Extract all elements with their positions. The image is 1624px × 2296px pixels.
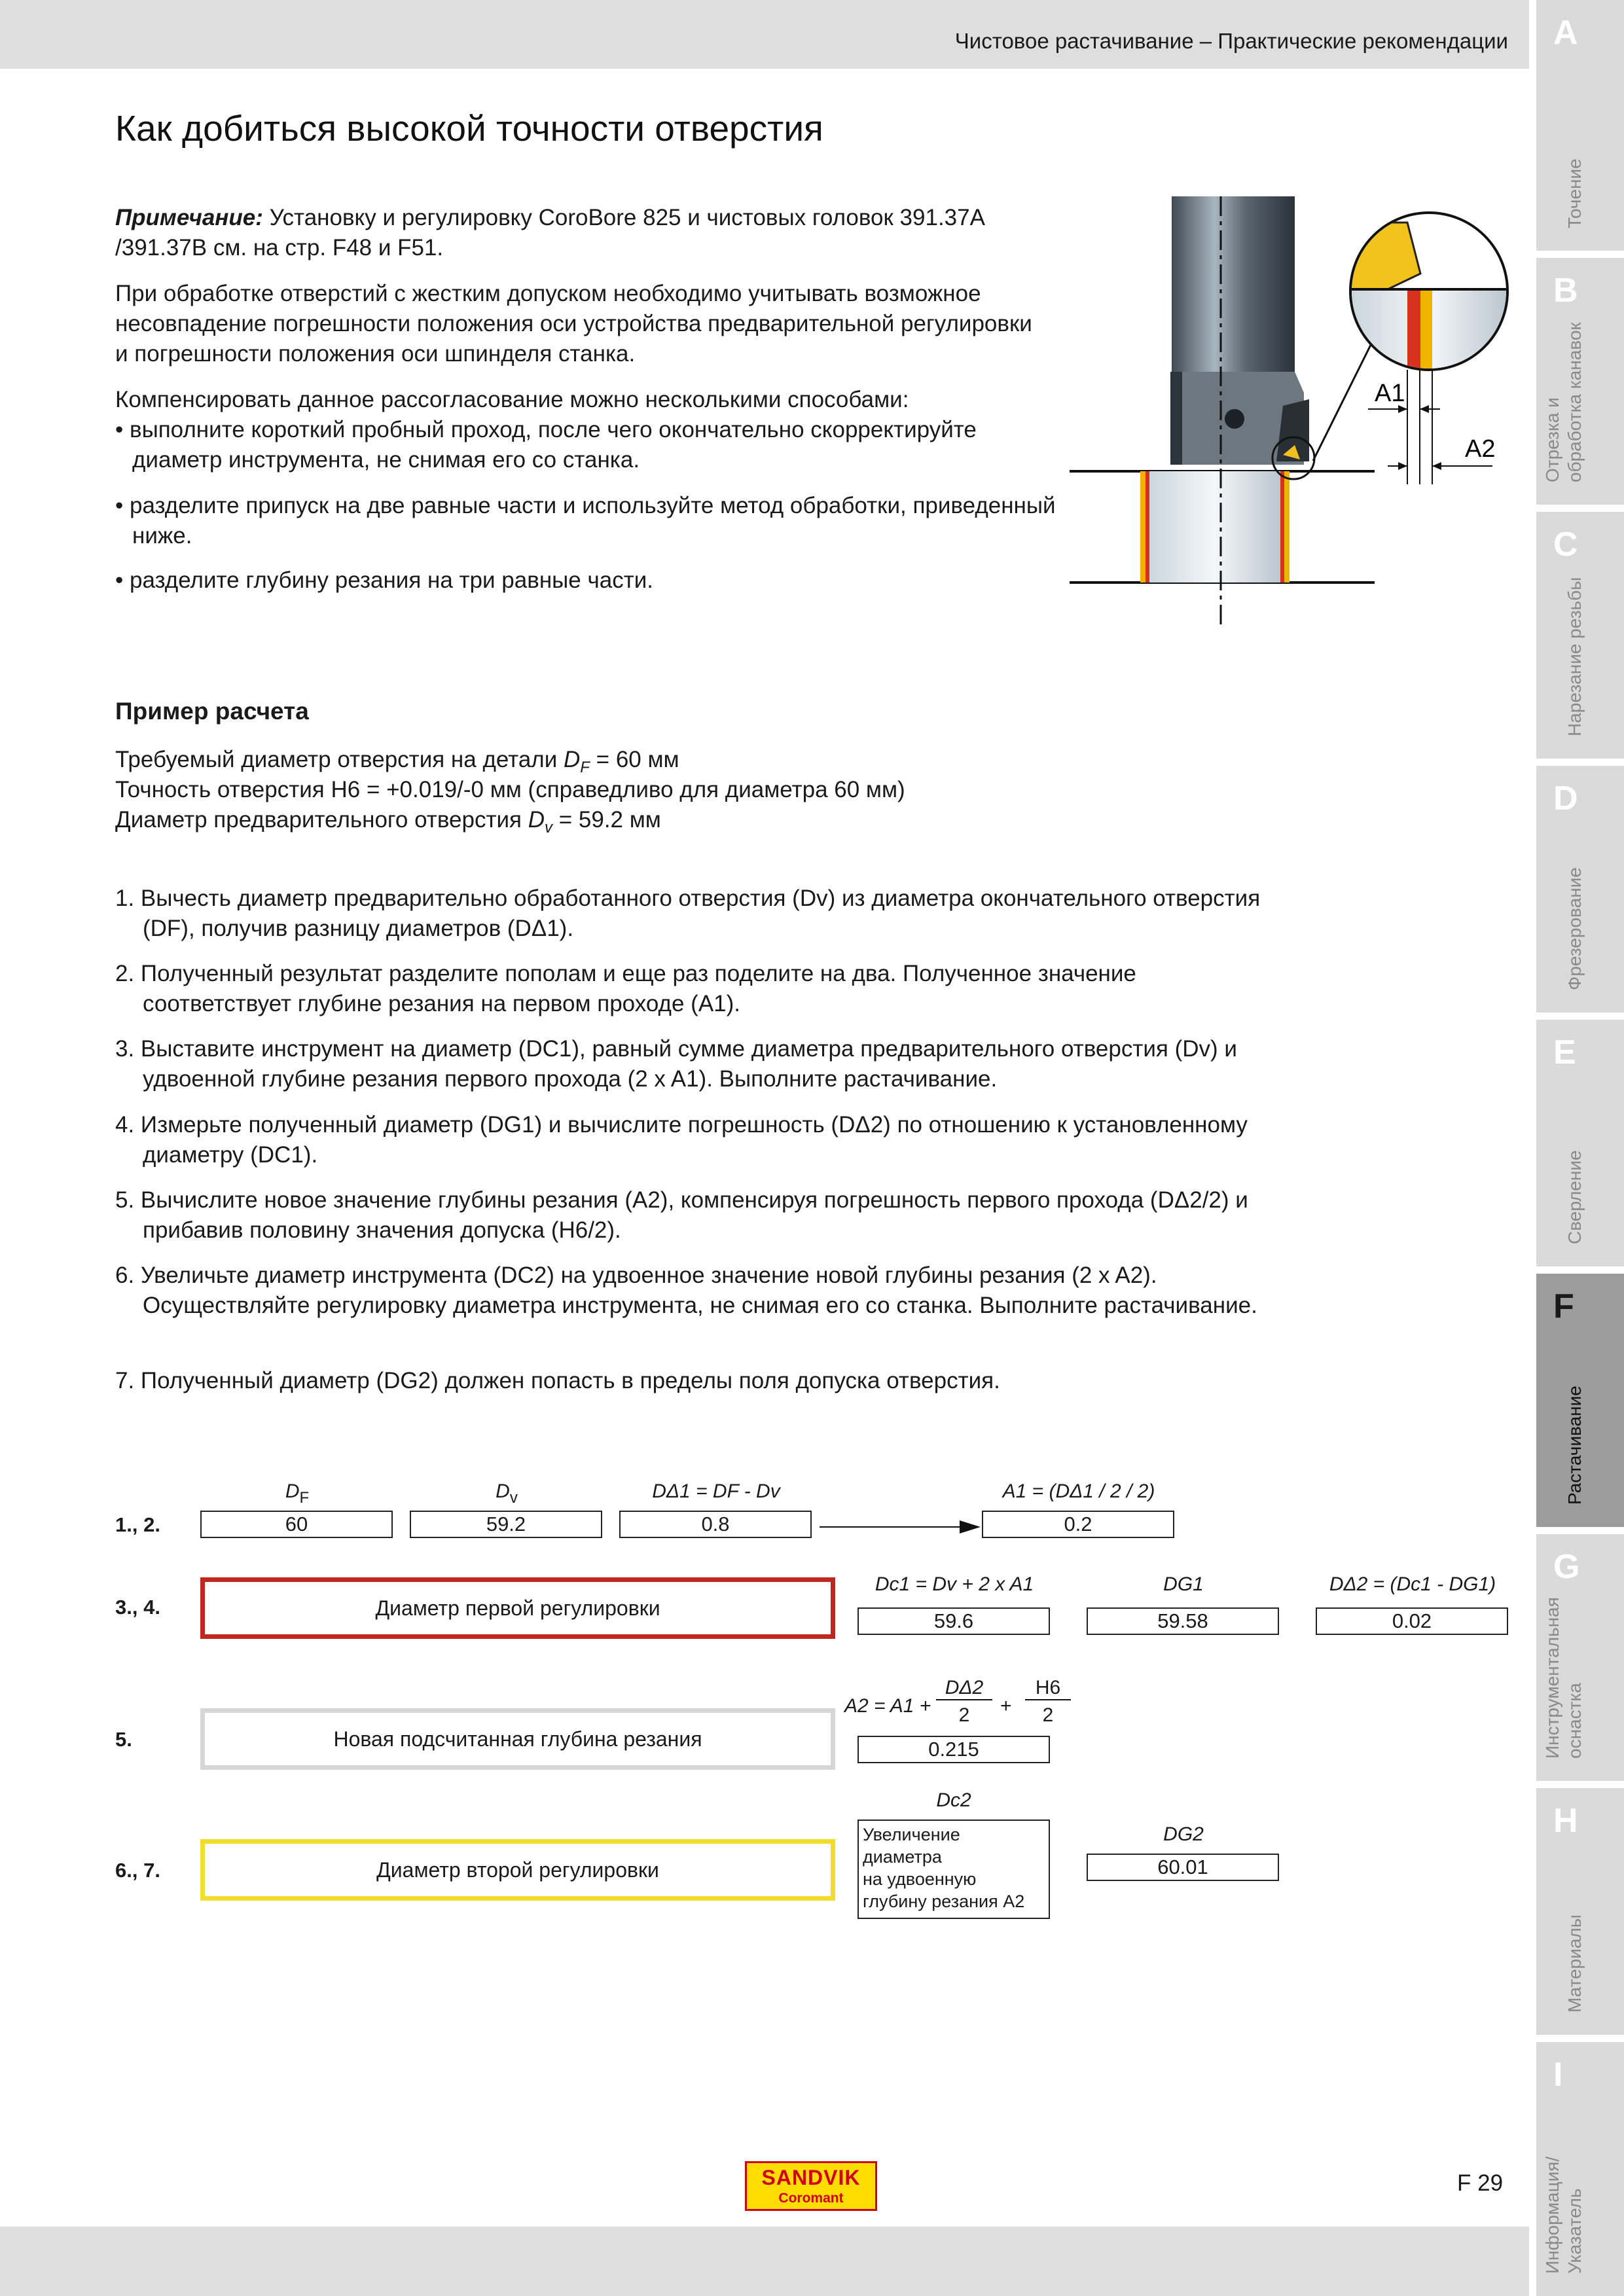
calc-line [115, 805, 1293, 843]
tab-e[interactable] [1536, 1020, 1624, 1266]
tab-label: Растачивание [1564, 1386, 1585, 1505]
row-label: 5. [115, 1728, 132, 1751]
fraction-denominator: 2 [958, 1704, 970, 1726]
second-setting-box: Диаметр второй регулировки [200, 1839, 835, 1901]
value-a1: 0.2 [982, 1511, 1174, 1538]
formula-a2: A2 = A1 + [844, 1695, 931, 1717]
first-setting-box: Диаметр первой регулировки [200, 1577, 835, 1639]
plus-sign: + [1000, 1695, 1012, 1717]
footer-bar [0, 2227, 1529, 2296]
tab-label: Нарезание резьбы [1564, 577, 1585, 736]
tab-letter: H [1553, 1802, 1578, 1840]
note-text: Установку и регулировку CoroBore 825 и чистовых головок 391.37A /391.37B см. на стр. F48 и F51. [115, 205, 984, 260]
tab-f[interactable] [1536, 1274, 1624, 1527]
tab-label: Информация/ Указатель [1542, 2156, 1585, 2274]
calc-heading: Пример расчета [115, 698, 309, 725]
dc2-description-box: Увеличение диаметра на удвоенную глубину резания A2 [857, 1820, 1050, 1919]
step-item: 7. Полученный диаметр (DG2) должен попасть в пределы поля допуска отверстия. [115, 1368, 1000, 1393]
col-label-dv: $D_v$ [496, 1480, 518, 1507]
calc-text: = 60 мм [589, 747, 679, 772]
col-label-dg1: DG1 [1163, 1573, 1204, 1595]
logo-text: SANDVIK [761, 2166, 861, 2189]
paragraph: Компенсировать данное рассогласование можно несколькими способами: [115, 387, 909, 412]
label-a2: A2 [1465, 435, 1496, 463]
note-paragraph [115, 203, 1051, 263]
col-label-df: $D_F$ [285, 1480, 310, 1507]
col-label-dg2: DG2 [1163, 1823, 1204, 1845]
value-df: 60 [200, 1511, 393, 1538]
step-item: 3. Выставите инструмент на диаметр (DC1), равный сумме диаметра предварительного отверстия (Dv) и удвоенной глубине резания первого прохода (2 x A1). Выполните растачивание. [115, 1036, 1237, 1092]
calc-text: Диаметр предварительного отверстия [115, 807, 528, 833]
step-item: 1. Вычесть диаметр предварительно обработанного отверстия (Dv) из диаметра окончательного отверстия (DF), получив разницу диаметров (DΔ1). [115, 886, 1261, 941]
tab-letter: E [1553, 1033, 1576, 1071]
value-dv: 59.2 [410, 1511, 602, 1538]
calc-text: = 59.2 мм [552, 807, 661, 833]
tab-letter: F [1553, 1287, 1574, 1325]
col-label-dc1: Dc1 = Dv + 2 x A1 [875, 1573, 1034, 1595]
note-label: Примечание: [115, 205, 263, 230]
col-label-dd1: DΔ1 = DF - Dv [652, 1480, 780, 1502]
tab-letter: G [1553, 1548, 1580, 1586]
col-label-a1: A1 = (DΔ1 / 2 / 2) [1002, 1480, 1155, 1502]
boring-tool-figure [1060, 196, 1519, 628]
tab-label: Отрезка и обработка канавок [1542, 322, 1585, 482]
logo-text: Coromant [778, 2191, 844, 2206]
tab-g[interactable] [1536, 1534, 1624, 1781]
tab-letter: B [1553, 272, 1578, 310]
page-title: Как добиться высокой точности отверстия [115, 108, 823, 149]
row-label: 6., 7. [115, 1859, 160, 1882]
tab-letter: A [1553, 14, 1578, 52]
sandvik-logo [745, 2161, 877, 2211]
value-dc1: 59.6 [857, 1607, 1050, 1635]
tab-d[interactable] [1536, 766, 1624, 1013]
value-dg2: 60.01 [1087, 1854, 1279, 1881]
fraction-numerator: H6 [1025, 1677, 1071, 1700]
step-item: 4. Измерьте полученный диаметр (DG1) и вычислите погрешность (DΔ2) по отношению к установленному диаметру (DC1). [115, 1112, 1248, 1168]
value-a2: 0.215 [857, 1736, 1050, 1763]
step-item: 5. Вычислите новое значение глубины резания (A2), компенсируя погрешность первого прохода (DΔ2/2) и прибавив половину значения допуска (H6/2). [115, 1187, 1248, 1243]
new-depth-box: Новая подсчитанная глубина резания [200, 1708, 835, 1770]
arrow-icon [820, 1517, 981, 1537]
calc-line: Точность отверстия H6 = +0.019/-0 мм (справедливо для диаметра 60 мм) [115, 777, 905, 802]
tab-label: Материалы [1564, 1914, 1585, 2013]
tab-letter: C [1553, 526, 1578, 564]
col-label-dd2: DΔ2 = (Dc1 - DG1) [1329, 1573, 1496, 1595]
paragraph: При обработке отверстий с жестким допуском необходимо учитывать возможное несовпадение погрешности положения оси устройства предварительной регулировки и погрешности положения оси шпинделя станка. [115, 281, 1032, 367]
col-label-dc2: Dc2 [936, 1789, 971, 1811]
tab-a[interactable] [1536, 0, 1624, 251]
bullet-item: • выполните короткий пробный проход, после чего окончательно скорректируйте диаметр инструмента, не снимая его со станка. [115, 417, 977, 473]
symbol: $D_v$ [528, 807, 552, 836]
fraction-numerator: DΔ2 [936, 1677, 992, 1700]
value-dg1: 59.58 [1087, 1607, 1279, 1635]
bullet-item: • разделите припуск на две равные части и используйте метод обработки, приведенный ниже. [115, 493, 1056, 548]
symbol: $D_F$ [563, 747, 590, 776]
tab-label: Фрезерование [1564, 867, 1585, 990]
step-item: 6. Увеличьте диаметр инструмента (DC2) на удвоенное значение новой глубины резания (2 x A2). Осуществляйте регулировку диаметра инструмента, не снимая его со станка. Выполните растачивание. [115, 1263, 1257, 1318]
tab-label: Точение [1564, 158, 1585, 228]
page-number: F 29 [1457, 2170, 1504, 2196]
label-a1: A1 [1375, 380, 1405, 407]
value-dd1: 0.8 [619, 1511, 812, 1538]
fraction-denominator: 2 [1042, 1704, 1054, 1726]
tab-letter: D [1553, 780, 1578, 817]
value-dd2: 0.02 [1316, 1607, 1508, 1635]
tab-letter: I [1553, 2056, 1563, 2094]
tab-i[interactable] [1536, 2042, 1624, 2296]
tab-label: Сверление [1564, 1150, 1585, 1244]
row-label: 3., 4. [115, 1596, 160, 1619]
tab-c[interactable] [1536, 512, 1624, 759]
tab-h[interactable] [1536, 1788, 1624, 2035]
calc-text: Требуемый диаметр отверстия на детали [115, 747, 564, 772]
tab-label: Инструментальная оснастка [1542, 1597, 1585, 1759]
tab-b[interactable] [1536, 258, 1624, 505]
header-title: Чистовое растачивание – Практические рекомендации [954, 29, 1508, 53]
step-item: 2. Полученный результат разделите пополам и еще раз поделите на два. Полученное значение соответствует глубине резания на первом проходе (A1). [115, 961, 1136, 1016]
row-label: 1., 2. [115, 1513, 160, 1536]
bullet-item: • разделите глубину резания на три равные части. [115, 567, 654, 593]
